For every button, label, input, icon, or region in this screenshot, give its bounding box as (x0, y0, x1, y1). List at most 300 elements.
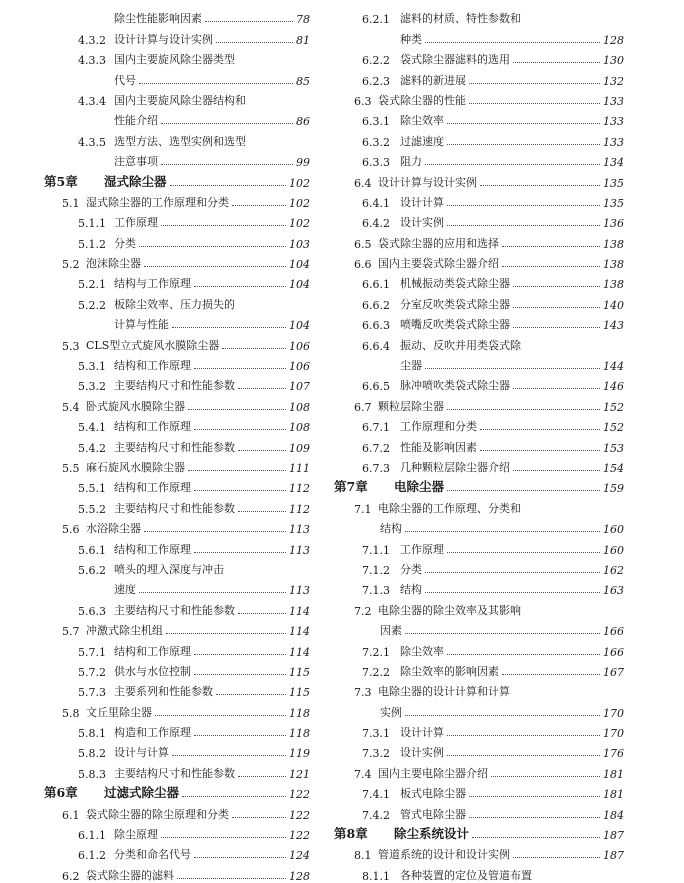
toc-entry (44, 434, 310, 454)
entry-number: 8.1 (354, 849, 372, 863)
entry-title: 设计计算 (400, 195, 444, 209)
entry-title: 袋式除尘器滤料的选用 (400, 53, 510, 67)
entry-title: 供水与水位控制 (114, 664, 191, 678)
entry-title: 颗粒层除尘器 (378, 399, 444, 413)
entry-title: 结构与工作原理 (114, 277, 191, 291)
entry-number: 7.4.2 (362, 808, 390, 822)
entry-title: 水浴除尘器 (86, 522, 141, 536)
toc-entry (44, 862, 310, 882)
toc-entry (334, 659, 624, 679)
entry-title: 分类和命名代号 (114, 848, 191, 862)
toc-entry (44, 699, 310, 719)
entry-title: 喷头的埋入深度与冲击 (114, 562, 224, 576)
toc-entry (44, 597, 310, 617)
page-number: 122 (289, 829, 310, 843)
dot-leader (238, 388, 286, 389)
toc-entry (44, 720, 310, 740)
page-number: 181 (603, 767, 624, 781)
entry-number: 6.1.1 (78, 829, 106, 843)
entry-title: 性能及影响因素 (400, 440, 477, 454)
dot-leader (425, 572, 600, 573)
toc-entry (334, 88, 624, 108)
page-number: 107 (289, 380, 310, 394)
toc-entry (44, 47, 310, 67)
toc-entry (334, 6, 624, 26)
toc-entry (334, 291, 624, 311)
entry-number: 7.3.1 (362, 727, 390, 741)
toc-entry (44, 659, 310, 679)
dot-leader (405, 531, 600, 532)
page-number: 184 (603, 808, 624, 822)
toc-entry (44, 393, 310, 413)
entry-title: 主要结构尺寸和性能参数 (114, 440, 235, 454)
dot-leader (139, 246, 286, 247)
toc-entry (44, 557, 310, 577)
dot-leader (172, 327, 286, 328)
toc-entry (334, 128, 624, 148)
entry-number: 5.3.2 (78, 380, 106, 394)
toc-chapter-7 (334, 475, 624, 495)
toc-entry (44, 822, 310, 842)
dot-leader (469, 83, 600, 84)
dot-leader (238, 511, 286, 512)
page-number: 134 (603, 156, 624, 170)
entry-number: 6.4 (354, 176, 372, 190)
page-number: 154 (603, 461, 624, 475)
toc-entry (44, 251, 310, 271)
page-number: 138 (603, 278, 624, 292)
dot-leader (469, 796, 600, 797)
entry-title: 湿式除尘器的工作原理和分类 (86, 195, 229, 209)
entry-title: 袋式除尘器的应用和选择 (378, 236, 499, 250)
page-number: 114 (289, 625, 310, 639)
entry-title: 因素 (380, 624, 402, 638)
entry-number: 5.8.3 (78, 767, 106, 781)
page-number: 181 (603, 788, 624, 802)
entry-title: 结构和工作原理 (114, 420, 191, 434)
dot-leader (447, 225, 600, 226)
entry-title: 国内主要旋风除尘器结构和 (114, 93, 246, 107)
toc-entry (44, 536, 310, 556)
dot-leader (425, 42, 600, 43)
toc-entry (334, 597, 624, 617)
toc-entry (334, 638, 624, 658)
entry-title: 分室反吹类袋式除尘器 (400, 297, 510, 311)
entry-number: 5.8 (62, 706, 80, 720)
dot-leader (447, 409, 600, 410)
dot-leader (513, 286, 600, 287)
dot-leader (177, 878, 286, 879)
entry-title: 泡沫除尘器 (86, 257, 141, 271)
page-number: 81 (296, 33, 310, 47)
dot-leader (161, 164, 293, 165)
page-number: 132 (603, 74, 624, 88)
page-number: 170 (603, 706, 624, 720)
entry-title: 工作原理和分类 (400, 420, 477, 434)
toc-entry (334, 108, 624, 128)
entry-number: 7.2.2 (362, 665, 390, 679)
entry-number: 7.1.1 (362, 543, 390, 557)
dot-leader (447, 144, 600, 145)
dot-leader (166, 633, 286, 634)
entry-title: 结构和工作原理 (114, 542, 191, 556)
entry-title: 设计计算 (400, 726, 444, 740)
page-number: 153 (603, 441, 624, 455)
toc-entry (334, 842, 624, 862)
entry-title: 注意事项 (114, 155, 158, 169)
toc-entry (334, 862, 624, 882)
toc-chapter-5 (44, 169, 310, 189)
page-number: 136 (603, 217, 624, 231)
toc-entry (44, 516, 310, 536)
dot-leader (205, 21, 293, 22)
dot-leader (469, 103, 600, 104)
toc-entry (334, 699, 624, 719)
entry-title: 设计计算与设计实例 (378, 175, 477, 189)
toc-entry (44, 353, 310, 373)
entry-number: 6.2.2 (362, 54, 390, 68)
dot-leader (238, 613, 286, 614)
entry-title: 工作原理 (400, 542, 444, 556)
dot-leader (491, 776, 600, 777)
dot-leader (194, 490, 286, 491)
entry-number: 5.1.1 (78, 217, 106, 231)
toc-entry (44, 332, 310, 352)
dot-leader (188, 409, 286, 410)
entry-number: 第8章 (334, 826, 368, 842)
entry-title: 国内主要电除尘器介绍 (378, 766, 488, 780)
dot-leader (232, 817, 286, 818)
entry-number: 4.3.2 (78, 33, 106, 47)
page-number: 162 (603, 563, 624, 577)
page-number: 104 (289, 319, 310, 333)
page-number: 114 (289, 604, 310, 618)
toc-entry (334, 393, 624, 413)
toc-column-right (334, 6, 624, 883)
page-number: 138 (603, 237, 624, 251)
dot-leader (161, 123, 293, 124)
dot-leader (182, 796, 286, 797)
toc-entry (44, 210, 310, 230)
entry-number: 4.3.4 (78, 94, 106, 108)
entry-title: 结构和工作原理 (114, 359, 191, 373)
entry-title: 构造和工作原理 (114, 726, 191, 740)
page-number: 112 (289, 482, 310, 496)
dot-leader (172, 755, 286, 756)
page-number: 187 (603, 829, 624, 843)
entry-title: 实例 (380, 705, 402, 719)
entry-title: 除尘效率 (400, 644, 444, 658)
entry-number: 5.6.1 (78, 543, 106, 557)
dot-leader (144, 266, 286, 267)
dot-leader (155, 715, 286, 716)
toc-entry (334, 67, 624, 87)
entry-title: 过滤式除尘器 (104, 785, 180, 801)
toc-entry (44, 149, 310, 169)
entry-number: 5.5.1 (78, 482, 106, 496)
page-number: 166 (603, 645, 624, 659)
entry-title: 脉冲喷吹类袋式除尘器 (400, 379, 510, 393)
entry-number: 第5章 (44, 173, 78, 189)
dot-leader (502, 246, 600, 247)
entry-number: 7.3 (354, 686, 372, 700)
toc-entry (334, 516, 624, 536)
toc-entry (334, 536, 624, 556)
toc-entry (44, 414, 310, 434)
entry-title: CLS型立式旋风水膜除尘器 (86, 338, 220, 352)
toc-entry (44, 271, 310, 291)
toc-chapter-8 (334, 822, 624, 842)
dot-leader (194, 368, 286, 369)
toc-entry (334, 760, 624, 780)
entry-number: 4.3.5 (78, 135, 106, 149)
entry-number: 6.3 (354, 94, 372, 108)
entry-title: 工作原理 (114, 216, 158, 230)
entry-title: 各种装置的定位及管道布置 (400, 868, 532, 882)
entry-number: 5.7 (62, 625, 80, 639)
entry-title: 设计实例 (400, 216, 444, 230)
toc-entry (334, 169, 624, 189)
page-number: 135 (603, 196, 624, 210)
toc-entry (334, 618, 624, 638)
entry-title: 国内主要旋风除尘器类型 (114, 53, 235, 67)
dot-leader (513, 857, 600, 858)
page-number: 104 (289, 278, 310, 292)
entry-title: 电除尘器的设计计算和计算 (378, 685, 510, 699)
entry-title: 喷嘴反吹类袋式除尘器 (400, 318, 510, 332)
toc-entry (44, 6, 310, 26)
entry-title: 结构和工作原理 (114, 481, 191, 495)
page-number: 167 (603, 665, 624, 679)
toc-entry (334, 455, 624, 475)
entry-title: 主要结构尺寸和性能参数 (114, 379, 235, 393)
entry-number: 5.4.1 (78, 421, 106, 435)
dot-leader (194, 857, 286, 858)
entry-title: 主要结构尺寸和性能参数 (114, 603, 235, 617)
entry-title: 阻力 (400, 155, 422, 169)
toc-entry (334, 26, 624, 46)
entry-number: 6.7 (354, 400, 372, 414)
toc-entry (334, 720, 624, 740)
entry-title: 机械振动类袋式除尘器 (400, 277, 510, 291)
entry-number: 6.3.3 (362, 156, 390, 170)
entry-title: 设计实例 (400, 746, 444, 760)
entry-number: 5.2.1 (78, 278, 106, 292)
toc-entry (334, 495, 624, 515)
toc-entry (44, 291, 310, 311)
toc-entry (334, 190, 624, 210)
dot-leader (161, 837, 286, 838)
entry-number: 5.2.2 (78, 298, 106, 312)
page-number: 108 (289, 400, 310, 414)
toc-entry (44, 88, 310, 108)
toc-entry (44, 26, 310, 46)
entry-title: 麻石旋风水膜除尘器 (86, 460, 185, 474)
entry-number: 5.2 (62, 258, 80, 272)
page-number: 85 (296, 74, 310, 88)
toc-entry (334, 577, 624, 597)
page-number: 152 (603, 421, 624, 435)
entry-title: 主要系列和性能参数 (114, 685, 213, 699)
entry-title: 除尘效率 (400, 114, 444, 128)
dot-leader (139, 592, 286, 593)
toc-entry (334, 801, 624, 821)
entry-title: 板式电除尘器 (400, 787, 466, 801)
page-number: 160 (603, 523, 624, 537)
page-number: 122 (289, 808, 310, 822)
dot-leader (405, 633, 600, 634)
entry-title: 选型方法、选型实例和选型 (114, 134, 246, 148)
entry-number: 7.2.1 (362, 645, 390, 659)
entry-number: 4.3.3 (78, 54, 106, 68)
page-number: 102 (289, 217, 310, 231)
page-number: 144 (603, 360, 624, 374)
toc-entry (334, 332, 624, 352)
toc-entry (334, 414, 624, 434)
page-number: 111 (289, 461, 310, 475)
page-number: 78 (296, 13, 310, 27)
page-number: 102 (289, 176, 310, 190)
entry-number: 6.2.3 (362, 74, 390, 88)
dot-leader (447, 755, 600, 756)
page-number: 108 (289, 421, 310, 435)
entry-number: 第7章 (334, 479, 368, 495)
entry-title: 种类 (400, 32, 422, 46)
page-number: 104 (289, 258, 310, 272)
dot-leader (502, 674, 600, 675)
toc-entry (334, 353, 624, 373)
entry-title: 分类 (114, 236, 136, 250)
dot-leader (447, 654, 600, 655)
entry-number: 6.6.3 (362, 319, 390, 333)
entry-title: 结构 (400, 583, 422, 597)
entry-title: 速度 (114, 583, 136, 597)
toc-entry (44, 495, 310, 515)
entry-title: 结构 (380, 522, 402, 536)
toc-column-left (44, 6, 310, 883)
toc-entry (334, 373, 624, 393)
entry-title: 性能介绍 (114, 114, 158, 128)
entry-title: 分类 (400, 562, 422, 576)
entry-title: 除尘系统设计 (394, 826, 470, 842)
toc-entry (334, 679, 624, 699)
entry-title: 除尘原理 (114, 828, 158, 842)
dot-leader (447, 205, 600, 206)
dot-leader (469, 817, 600, 818)
page-number: 119 (289, 747, 310, 761)
toc-entry (44, 190, 310, 210)
toc-entry (44, 108, 310, 128)
entry-number: 5.4 (62, 400, 80, 414)
toc-entry (334, 251, 624, 271)
toc-entry (334, 47, 624, 67)
entry-number: 6.3.1 (362, 115, 390, 129)
toc-entry (334, 781, 624, 801)
page-number: 143 (603, 319, 624, 333)
entry-number: 6.4.2 (362, 217, 390, 231)
entry-title: 袋式除尘器的除尘原理和分类 (86, 807, 229, 821)
page-number: 106 (289, 360, 310, 374)
page-number: 113 (289, 543, 310, 557)
dot-leader (480, 450, 600, 451)
entry-title: 电除尘器的除尘效率及其影响 (378, 603, 521, 617)
page-number: 133 (603, 94, 624, 108)
dot-leader (238, 776, 286, 777)
page-number: 170 (603, 727, 624, 741)
entry-number: 7.1.3 (362, 584, 390, 598)
page-number: 109 (289, 441, 310, 455)
entry-number: 5.5 (62, 461, 80, 475)
dot-leader (222, 348, 286, 349)
dot-leader (447, 735, 600, 736)
toc-entry (334, 557, 624, 577)
dot-leader (480, 429, 600, 430)
entry-number: 7.4.1 (362, 788, 390, 802)
entry-title: 湿式除尘器 (104, 173, 167, 189)
entry-number: 6.1.2 (78, 849, 106, 863)
dot-leader (194, 735, 286, 736)
toc-entry (44, 67, 310, 87)
dot-leader (447, 552, 600, 553)
entry-number: 7.3.2 (362, 747, 390, 761)
page-number: 112 (289, 502, 310, 516)
entry-title: 除尘性能影响因素 (114, 12, 202, 26)
toc-entry (334, 312, 624, 332)
dot-leader (425, 592, 600, 593)
entry-title: 设计计算与设计实例 (114, 32, 213, 46)
dot-leader (161, 225, 286, 226)
entry-number: 6.7.3 (362, 461, 390, 475)
entry-title: 电除尘器的工作原理、分类和 (378, 501, 521, 515)
page-number: 86 (296, 115, 310, 129)
page-number: 187 (603, 849, 624, 863)
toc-entry (334, 271, 624, 291)
entry-number: 5.1.2 (78, 237, 106, 251)
toc-entry (334, 740, 624, 760)
page-number: 140 (603, 298, 624, 312)
dot-leader (194, 674, 286, 675)
entry-number: 5.6.2 (78, 563, 106, 577)
toc-entry (44, 577, 310, 597)
page-number: 113 (289, 584, 310, 598)
entry-number: 5.3.1 (78, 360, 106, 374)
entry-number: 6.6 (354, 258, 372, 272)
toc-entry (334, 230, 624, 250)
entry-number: 6.3.2 (362, 135, 390, 149)
page-number: 99 (296, 156, 310, 170)
entry-number: 6.1 (62, 808, 80, 822)
entry-number: 5.1 (62, 196, 80, 210)
entry-title: 设计与计算 (114, 746, 169, 760)
entry-title: 滤料的新进展 (400, 73, 466, 87)
entry-title: 过滤速度 (400, 134, 444, 148)
dot-leader (513, 307, 600, 308)
toc-entry (44, 230, 310, 250)
dot-leader (472, 837, 600, 838)
toc-entry (44, 740, 310, 760)
entry-title: 国内主要袋式除尘器介绍 (378, 257, 499, 271)
entry-title: 除尘效率的影响因素 (400, 664, 499, 678)
entry-number: 5.5.2 (78, 502, 106, 516)
page-number: 122 (289, 788, 310, 802)
entry-title: 主要结构尺寸和性能参数 (114, 501, 235, 515)
entry-title: 电除尘器 (394, 479, 445, 495)
entry-title: 管式电除尘器 (400, 807, 466, 821)
page-number: 159 (603, 482, 624, 496)
entry-number: 6.5 (354, 237, 372, 251)
page-number: 118 (289, 706, 310, 720)
entry-number: 6.6.5 (362, 380, 390, 394)
